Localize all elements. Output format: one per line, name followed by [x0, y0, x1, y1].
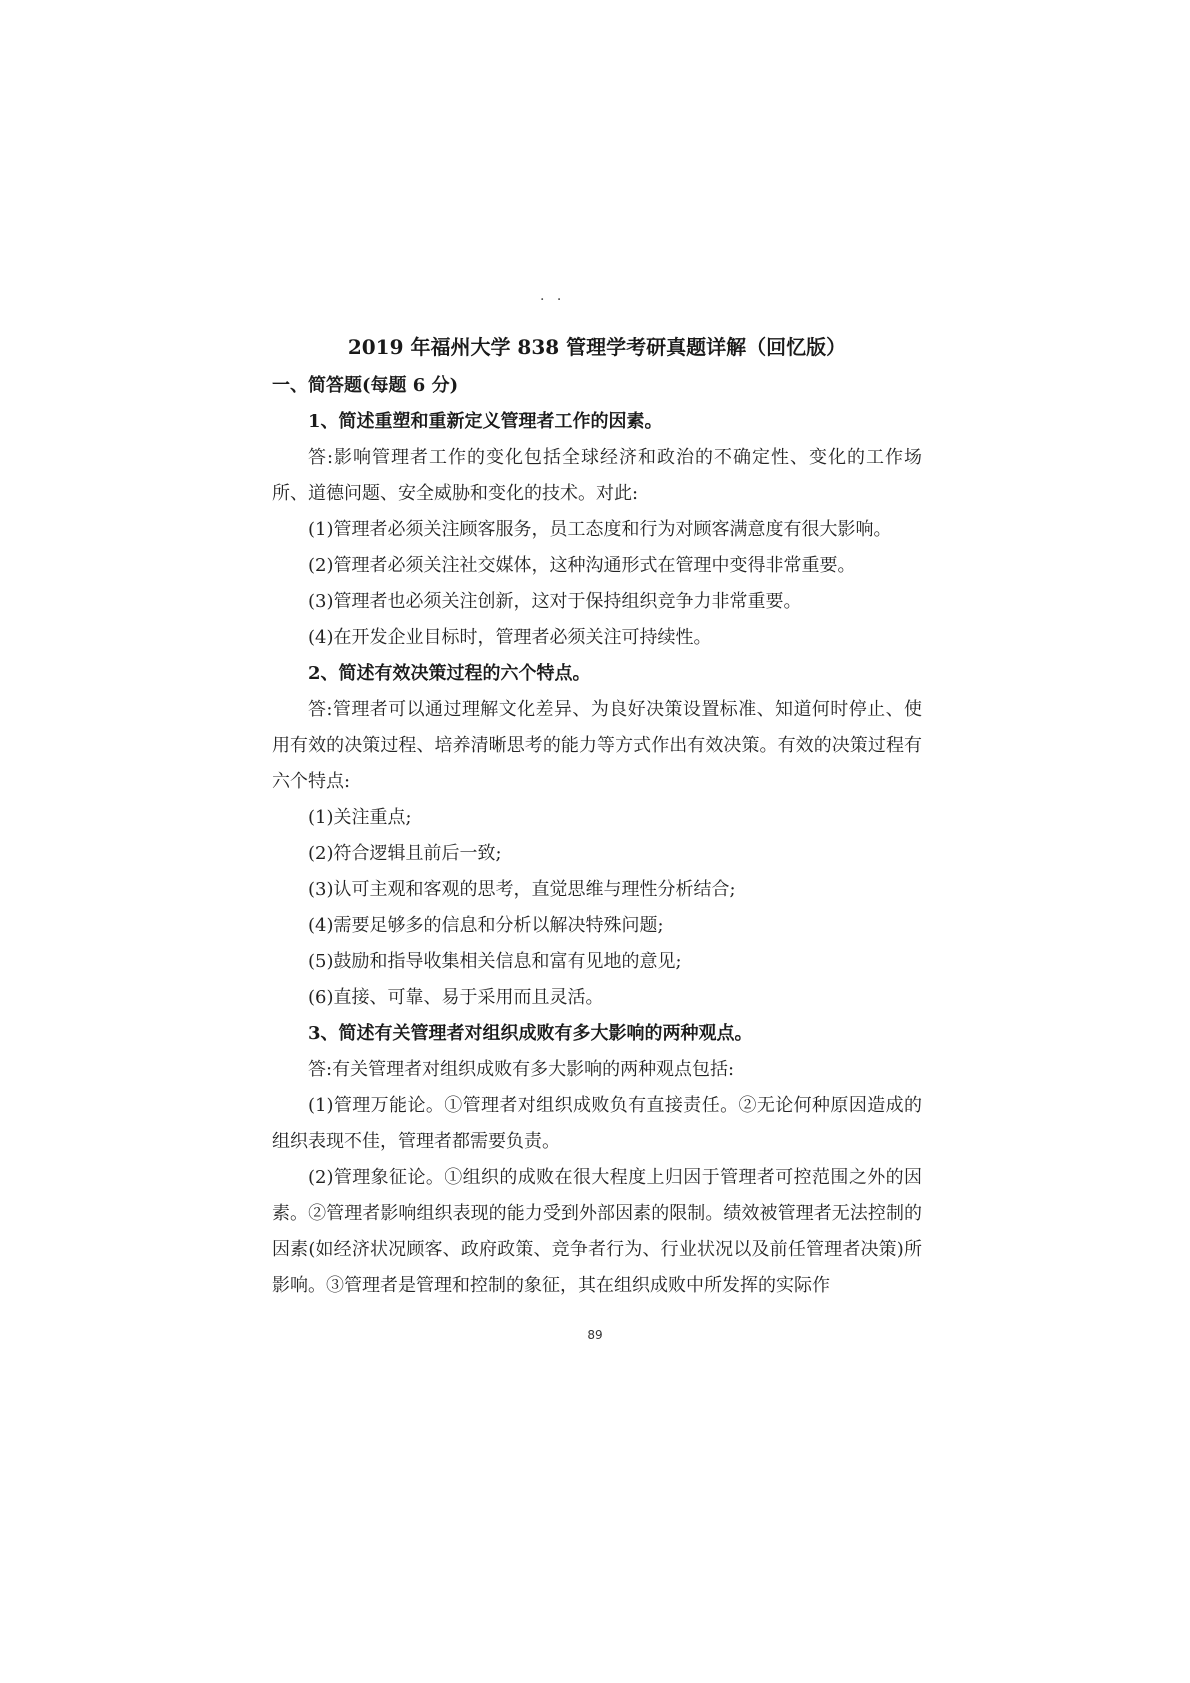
answer-item: (4)在开发企业目标时，管理者必须关注可持续性。 — [308, 627, 712, 648]
question-heading: 1、简述重塑和重新定义管理者工作的因素。 — [308, 411, 663, 432]
header-mark: · · — [540, 292, 566, 308]
question-3 — [272, 1016, 922, 1304]
question-heading: 2、简述有效决策过程的六个特点。 — [308, 663, 591, 684]
question-1 — [272, 404, 922, 656]
answer-item: (2)管理象征论。①组织的成败在很大程度上归因于管理者可控范围之外的因素。②管理者影响组织表现的能力受到外部因素的限制。绩效被管理者无法控制的因素(如经济状况顾客、政府政策、竞争者行为、行业状况以及前任管理者决策)所影响。③管理者是管理和控制的象征，其在组织成败中所发挥的实际作 — [272, 1167, 922, 1296]
document-body — [272, 330, 922, 1304]
answer-paragraph: 答:管理者可以通过理解文化差异、为良好决策设置标准、知道何时停止、使用有效的决策过程、培养清晰思考的能力等方式作出有效决策。有效的决策过程有六个特点: — [272, 699, 922, 792]
answer-paragraph: 答:有关管理者对组织成败有多大影响的两种观点包括: — [308, 1059, 735, 1080]
answer-item: (5)鼓励和指导收集相关信息和富有见地的意见; — [308, 951, 682, 972]
document-title: 2019 年福州大学 838 管理学考研真题详解（回忆版） — [347, 335, 847, 359]
answer-item: (6)直接、可靠、易于采用而且灵活。 — [308, 987, 604, 1008]
question-2 — [272, 656, 922, 1016]
answer-paragraph: 答:影响管理者工作的变化包括全球经济和政治的不确定性、变化的工作场所、道德问题、安全威胁和变化的技术。对此: — [272, 447, 922, 504]
answer-item: (2)管理者必须关注社交媒体，这种沟通形式在管理中变得非常重要。 — [308, 555, 856, 576]
answer-item: (1)管理万能论。①管理者对组织成败负有直接责任。②无论何种原因造成的组织表现不佳，管理者都需要负责。 — [272, 1095, 922, 1152]
answer-item: (4)需要足够多的信息和分析以解决特殊问题; — [308, 915, 664, 936]
page-number: 89 — [587, 1328, 603, 1342]
answer-item: (1)关注重点; — [308, 807, 412, 828]
answer-item: (3)认可主观和客观的思考，直觉思维与理性分析结合; — [308, 879, 736, 900]
section-heading: 一、简答题(每题 6 分) — [272, 375, 459, 396]
answer-item: (1)管理者必须关注顾客服务，员工态度和行为对顾客满意度有很大影响。 — [308, 519, 892, 540]
answer-item: (3)管理者也必须关注创新，这对于保持组织竞争力非常重要。 — [308, 591, 802, 612]
answer-item: (2)符合逻辑且前后一致; — [308, 843, 502, 864]
question-heading: 3、简述有关管理者对组织成败有多大影响的两种观点。 — [308, 1023, 753, 1044]
